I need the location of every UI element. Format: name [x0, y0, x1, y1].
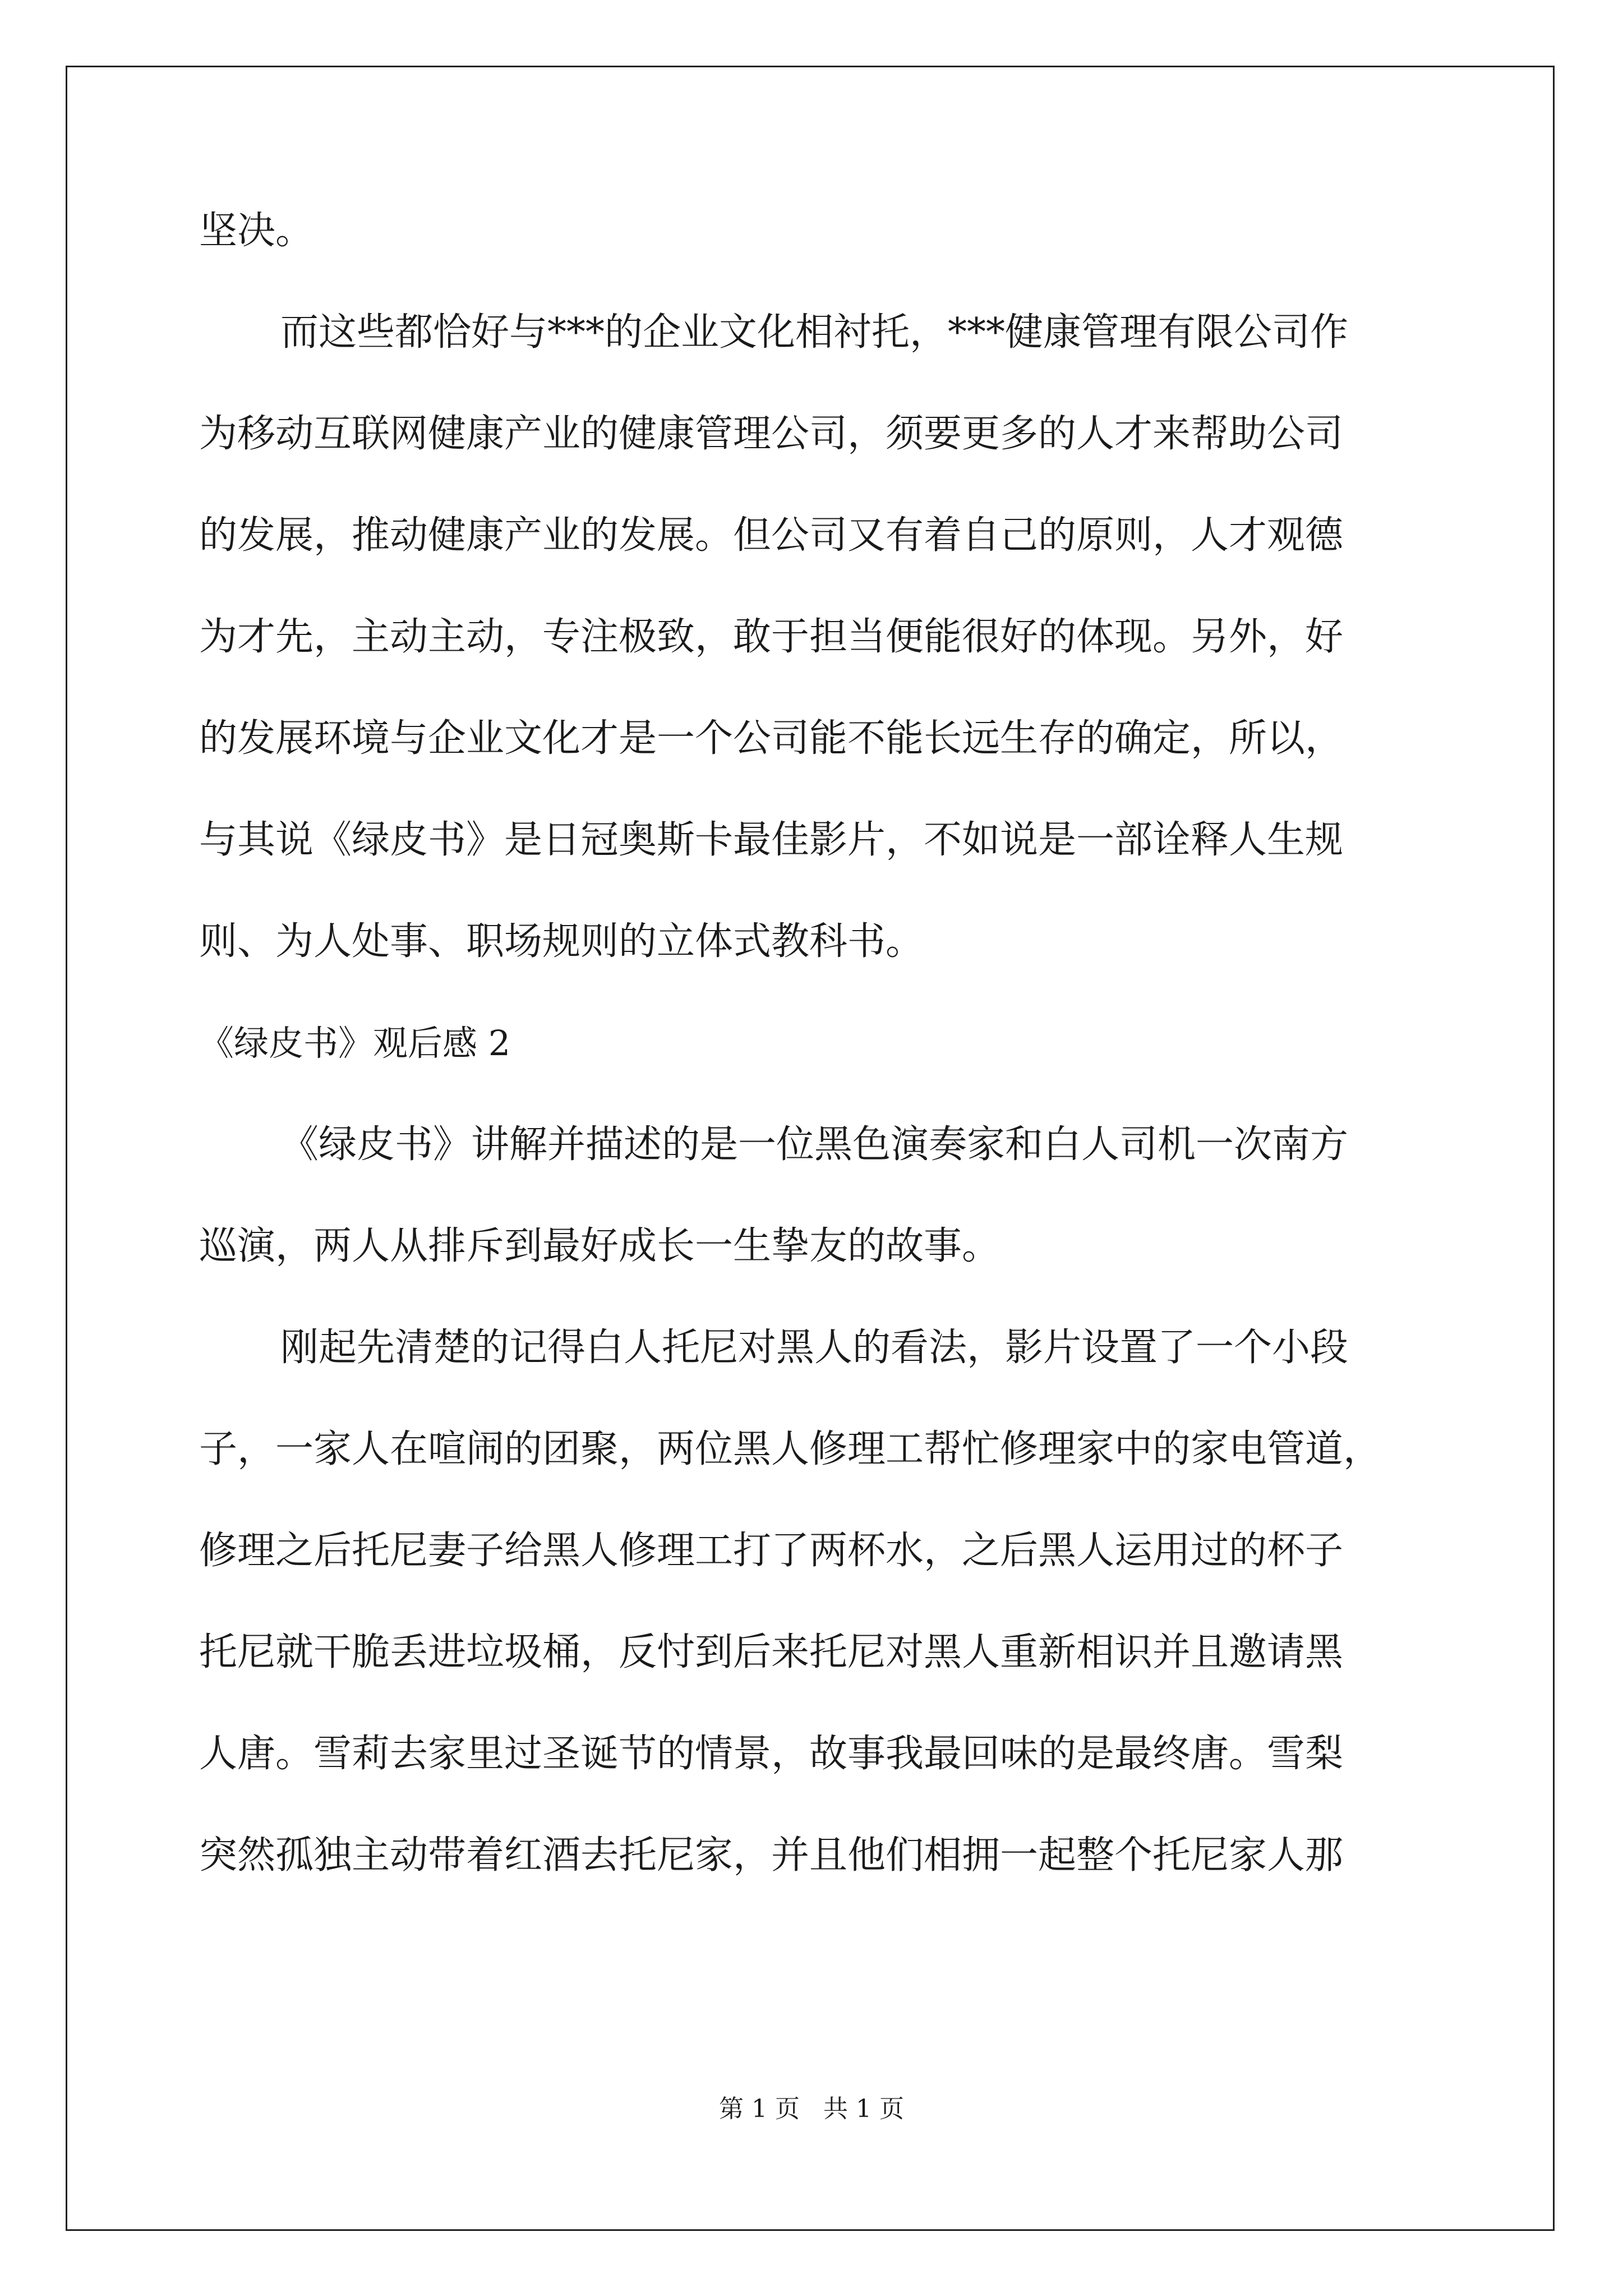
- body-line: 托尼就干脆丢进垃圾桶，反忖到后来托尼对黑人重新相识并且邀请黑: [199, 1630, 1344, 1674]
- section-heading: 《绿皮书》观后感 2: [199, 1023, 511, 1064]
- paragraph-start-line: 而这些都恰好与***的企业文化相衬托，***健康管理有限公司作: [280, 310, 1349, 355]
- page-number: 第 1 页: [719, 2095, 800, 2123]
- page-footer: [0, 2093, 1623, 2125]
- body-line: 为才先，主动主动，专注极致，敢于担当便能很好的体现。另外，好: [199, 615, 1344, 659]
- body-line: 人唐。雪莉去家里过圣诞节的情景，故事我最回味的是最终唐。雪梨: [199, 1732, 1344, 1776]
- body-line: 修理之后托尼妻子给黑人修理工打了两杯水，之后黑人运用过的杯子: [199, 1529, 1344, 1573]
- body-line: 与其说《绿皮书》是日冠奥斯卡最佳影片，不如说是一部诠释人生规: [199, 818, 1344, 862]
- body-line: 巡演，两人从排斥到最好成长一生挚友的故事。: [199, 1224, 1000, 1268]
- body-line: 子，一家人在喧闹的团聚，两位黑人修理工帮忙修理家中的家电管道，: [199, 1427, 1382, 1471]
- body-line: 的发展环境与企业文化才是一个公司能不能长远生存的确定，所以，: [199, 716, 1344, 761]
- paragraph-start-line: 《绿皮书》讲解并描述的是一位黑色演奏家和白人司机一次南方: [280, 1122, 1349, 1167]
- paragraph-start-line: 刚起先清楚的记得白人托尼对黑人的看法，影片设置了一个小段: [280, 1326, 1349, 1370]
- body-line: 则、为人处事、职场规则的立体式教科书。: [199, 919, 924, 964]
- document-body: [199, 209, 1427, 1935]
- body-line: 的发展，推动健康产业的发展。但公司又有着自己的原则，人才观德: [199, 513, 1344, 558]
- body-line: 为移动互联网健康产业的健康管理公司，须要更多的人才来帮助公司: [199, 412, 1344, 456]
- page-total: 共 1 页: [823, 2095, 904, 2123]
- body-line: 坚决。: [199, 209, 314, 253]
- body-line: 突然孤独主动带着红酒去托尼家，并且他们相拥一起整个托尼家人那: [199, 1833, 1344, 1878]
